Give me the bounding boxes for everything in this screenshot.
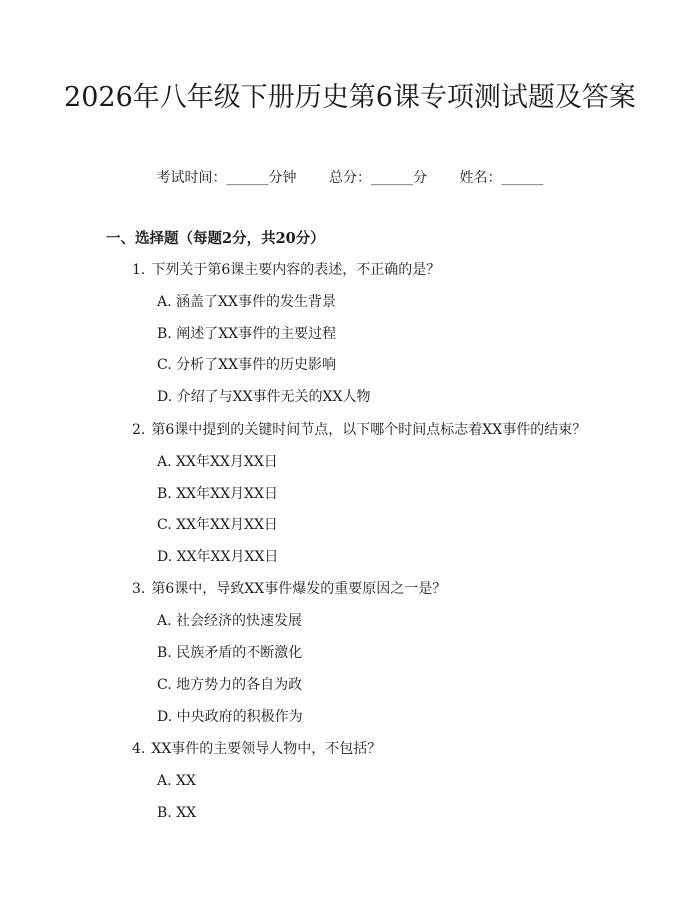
section-heading: 一、选择题（每题2分，共20分） bbox=[106, 230, 325, 247]
question-number: 2. bbox=[132, 422, 146, 438]
exam-info bbox=[0, 168, 700, 188]
document-title: 2026年八年级下册历史第6课专项测试题及答案 bbox=[64, 82, 636, 113]
question-text: 下列关于第6课主要内容的表述，不正确的是？ bbox=[151, 262, 441, 278]
student-name-field: 姓名：______ bbox=[459, 170, 544, 186]
exam-time-field: 考试时间：______分钟 bbox=[156, 170, 297, 186]
question-3-option-a: A. 社会经济的快速发展 bbox=[157, 613, 303, 629]
question-2-option-b: B. XX年XX月XX日 bbox=[157, 486, 278, 502]
question-4-option-b: B. XX bbox=[157, 805, 197, 821]
question-1-option-a: A. 涵盖了XX事件的发生背景 bbox=[157, 294, 336, 310]
question-3-option-b: B. 民族矛盾的不断激化 bbox=[157, 645, 303, 661]
question-number: 4. bbox=[132, 741, 146, 757]
question-1-option-c: C. 分析了XX事件的历史影响 bbox=[157, 357, 337, 373]
question-2 bbox=[132, 420, 586, 440]
question-1 bbox=[132, 260, 440, 280]
question-number: 1. bbox=[132, 262, 146, 278]
question-4 bbox=[132, 739, 381, 759]
question-2-option-c: C. XX年XX月XX日 bbox=[157, 517, 278, 533]
question-4-option-a: A. XX bbox=[157, 773, 196, 789]
question-2-option-d: D. XX年XX月XX日 bbox=[157, 549, 279, 565]
question-2-option-a: A. XX年XX月XX日 bbox=[157, 454, 278, 470]
question-text: 第6课中提到的关键时间节点，以下哪个时间点标志着XX事件的结束？ bbox=[151, 422, 587, 438]
question-3 bbox=[132, 579, 446, 599]
question-text: 第6课中，导致XX事件爆发的重要原因之一是？ bbox=[151, 581, 447, 597]
question-3-option-c: C. 地方势力的各自为政 bbox=[157, 677, 303, 693]
total-score-field: 总分：______分 bbox=[329, 170, 427, 186]
question-1-option-b: B. 阐述了XX事件的主要过程 bbox=[157, 326, 337, 342]
question-1-option-d: D. 介绍了与XX事件无关的XX人物 bbox=[157, 389, 371, 405]
question-number: 3. bbox=[132, 581, 146, 597]
question-text: XX事件的主要领导人物中，不包括？ bbox=[151, 741, 382, 757]
question-3-option-d: D. 中央政府的积极作为 bbox=[157, 709, 303, 725]
